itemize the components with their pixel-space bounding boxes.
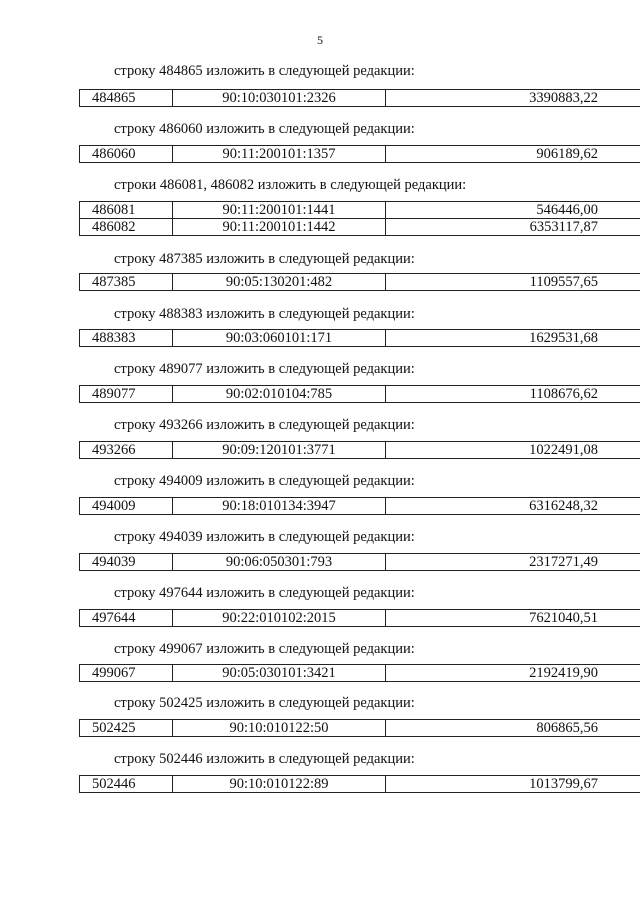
cadastral-number-cell: 90:10:030101:2326 [173, 90, 386, 107]
cadastral-number-cell: 90:10:010122:50 [173, 720, 386, 737]
cadastral-number-cell: 90:10:010122:89 [173, 776, 386, 793]
replacement-table [79, 145, 640, 163]
replacement-table [79, 273, 640, 291]
replacement-table [79, 201, 640, 236]
amendment-intro: строку 497644 изложить в следующей редакции: [114, 585, 415, 601]
amendment-intro: строку 494039 изложить в следующей редакции: [114, 529, 415, 545]
cadastral-value-cell: 3390883,22 [386, 90, 640, 107]
amendment-intro: строки 486081, 486082 изложить в следующей редакции: [114, 177, 467, 193]
replacement-table [79, 329, 640, 347]
row-number-cell: 497644 [80, 610, 173, 627]
cadastral-number-cell: 90:11:200101:1357 [173, 146, 386, 163]
row-number-cell: 494009 [80, 498, 173, 515]
cadastral-number-cell: 90:18:010134:3947 [173, 498, 386, 515]
cadastral-value-cell: 6353117,87 [386, 219, 640, 236]
row-number-cell: 502446 [80, 776, 173, 793]
cadastral-value-cell: 6316248,32 [386, 498, 640, 515]
row-number-cell: 493266 [80, 442, 173, 459]
row-number-cell: 486081 [80, 202, 173, 219]
replacement-table [79, 441, 640, 459]
replacement-table [79, 719, 640, 737]
row-number-cell: 489077 [80, 386, 173, 403]
table-row [80, 330, 640, 347]
row-number-cell: 502425 [80, 720, 173, 737]
cadastral-value-cell: 7621040,51 [386, 610, 640, 627]
cadastral-value-cell: 2192419,90 [386, 665, 640, 682]
row-number-cell: 486082 [80, 219, 173, 236]
table-row [80, 610, 640, 627]
row-number-cell: 499067 [80, 665, 173, 682]
amendment-intro: строку 502446 изложить в следующей редакции: [114, 751, 415, 767]
table-row [80, 274, 640, 291]
table-row [80, 554, 640, 571]
amendment-intro: строку 502425 изложить в следующей редакции: [114, 695, 415, 711]
table-row [80, 202, 640, 219]
row-number-cell: 488383 [80, 330, 173, 347]
cadastral-number-cell: 90:05:130201:482 [173, 274, 386, 291]
cadastral-number-cell: 90:06:050301:793 [173, 554, 386, 571]
row-number-cell: 487385 [80, 274, 173, 291]
amendment-intro: строку 486060 изложить в следующей редакции: [114, 121, 415, 137]
replacement-table [79, 553, 640, 571]
amendment-intro: строку 493266 изложить в следующей редакции: [114, 417, 415, 433]
cadastral-number-cell: 90:09:120101:3771 [173, 442, 386, 459]
table-row [80, 219, 640, 236]
cadastral-number-cell: 90:22:010102:2015 [173, 610, 386, 627]
table-row [80, 498, 640, 515]
replacement-table [79, 664, 640, 682]
row-number-cell: 484865 [80, 90, 173, 107]
cadastral-number-cell: 90:02:010104:785 [173, 386, 386, 403]
replacement-table [79, 497, 640, 515]
table-row [80, 442, 640, 459]
amendment-intro: строку 489077 изложить в следующей редакции: [114, 361, 415, 377]
table-row [80, 146, 640, 163]
table-row [80, 665, 640, 682]
table-row [80, 386, 640, 403]
amendment-intro: строку 488383 изложить в следующей редакции: [114, 306, 415, 322]
cadastral-number-cell: 90:05:030101:3421 [173, 665, 386, 682]
cadastral-value-cell: 1109557,65 [386, 274, 640, 291]
amendment-intro: строку 494009 изложить в следующей редакции: [114, 473, 415, 489]
cadastral-number-cell: 90:11:200101:1441 [173, 202, 386, 219]
cadastral-number-cell: 90:11:200101:1442 [173, 219, 386, 236]
replacement-table [79, 609, 640, 627]
table-row [80, 90, 640, 107]
table-row [80, 720, 640, 737]
amendment-intro: строку 487385 изложить в следующей редакции: [114, 251, 415, 267]
replacement-table [79, 89, 640, 107]
cadastral-value-cell: 1629531,68 [386, 330, 640, 347]
cadastral-value-cell: 1022491,08 [386, 442, 640, 459]
cadastral-value-cell: 1108676,62 [386, 386, 640, 403]
page-number: 5 [317, 33, 323, 47]
replacement-table [79, 385, 640, 403]
row-number-cell: 494039 [80, 554, 173, 571]
cadastral-value-cell: 546446,00 [386, 202, 640, 219]
cadastral-value-cell: 906189,62 [386, 146, 640, 163]
amendment-intro: строку 484865 изложить в следующей редакции: [114, 63, 415, 79]
cadastral-value-cell: 2317271,49 [386, 554, 640, 571]
row-number-cell: 486060 [80, 146, 173, 163]
cadastral-number-cell: 90:03:060101:171 [173, 330, 386, 347]
amendment-intro: строку 499067 изложить в следующей редакции: [114, 641, 415, 657]
cadastral-value-cell: 806865,56 [386, 720, 640, 737]
cadastral-value-cell: 1013799,67 [386, 776, 640, 793]
table-row [80, 776, 640, 793]
replacement-table [79, 775, 640, 793]
